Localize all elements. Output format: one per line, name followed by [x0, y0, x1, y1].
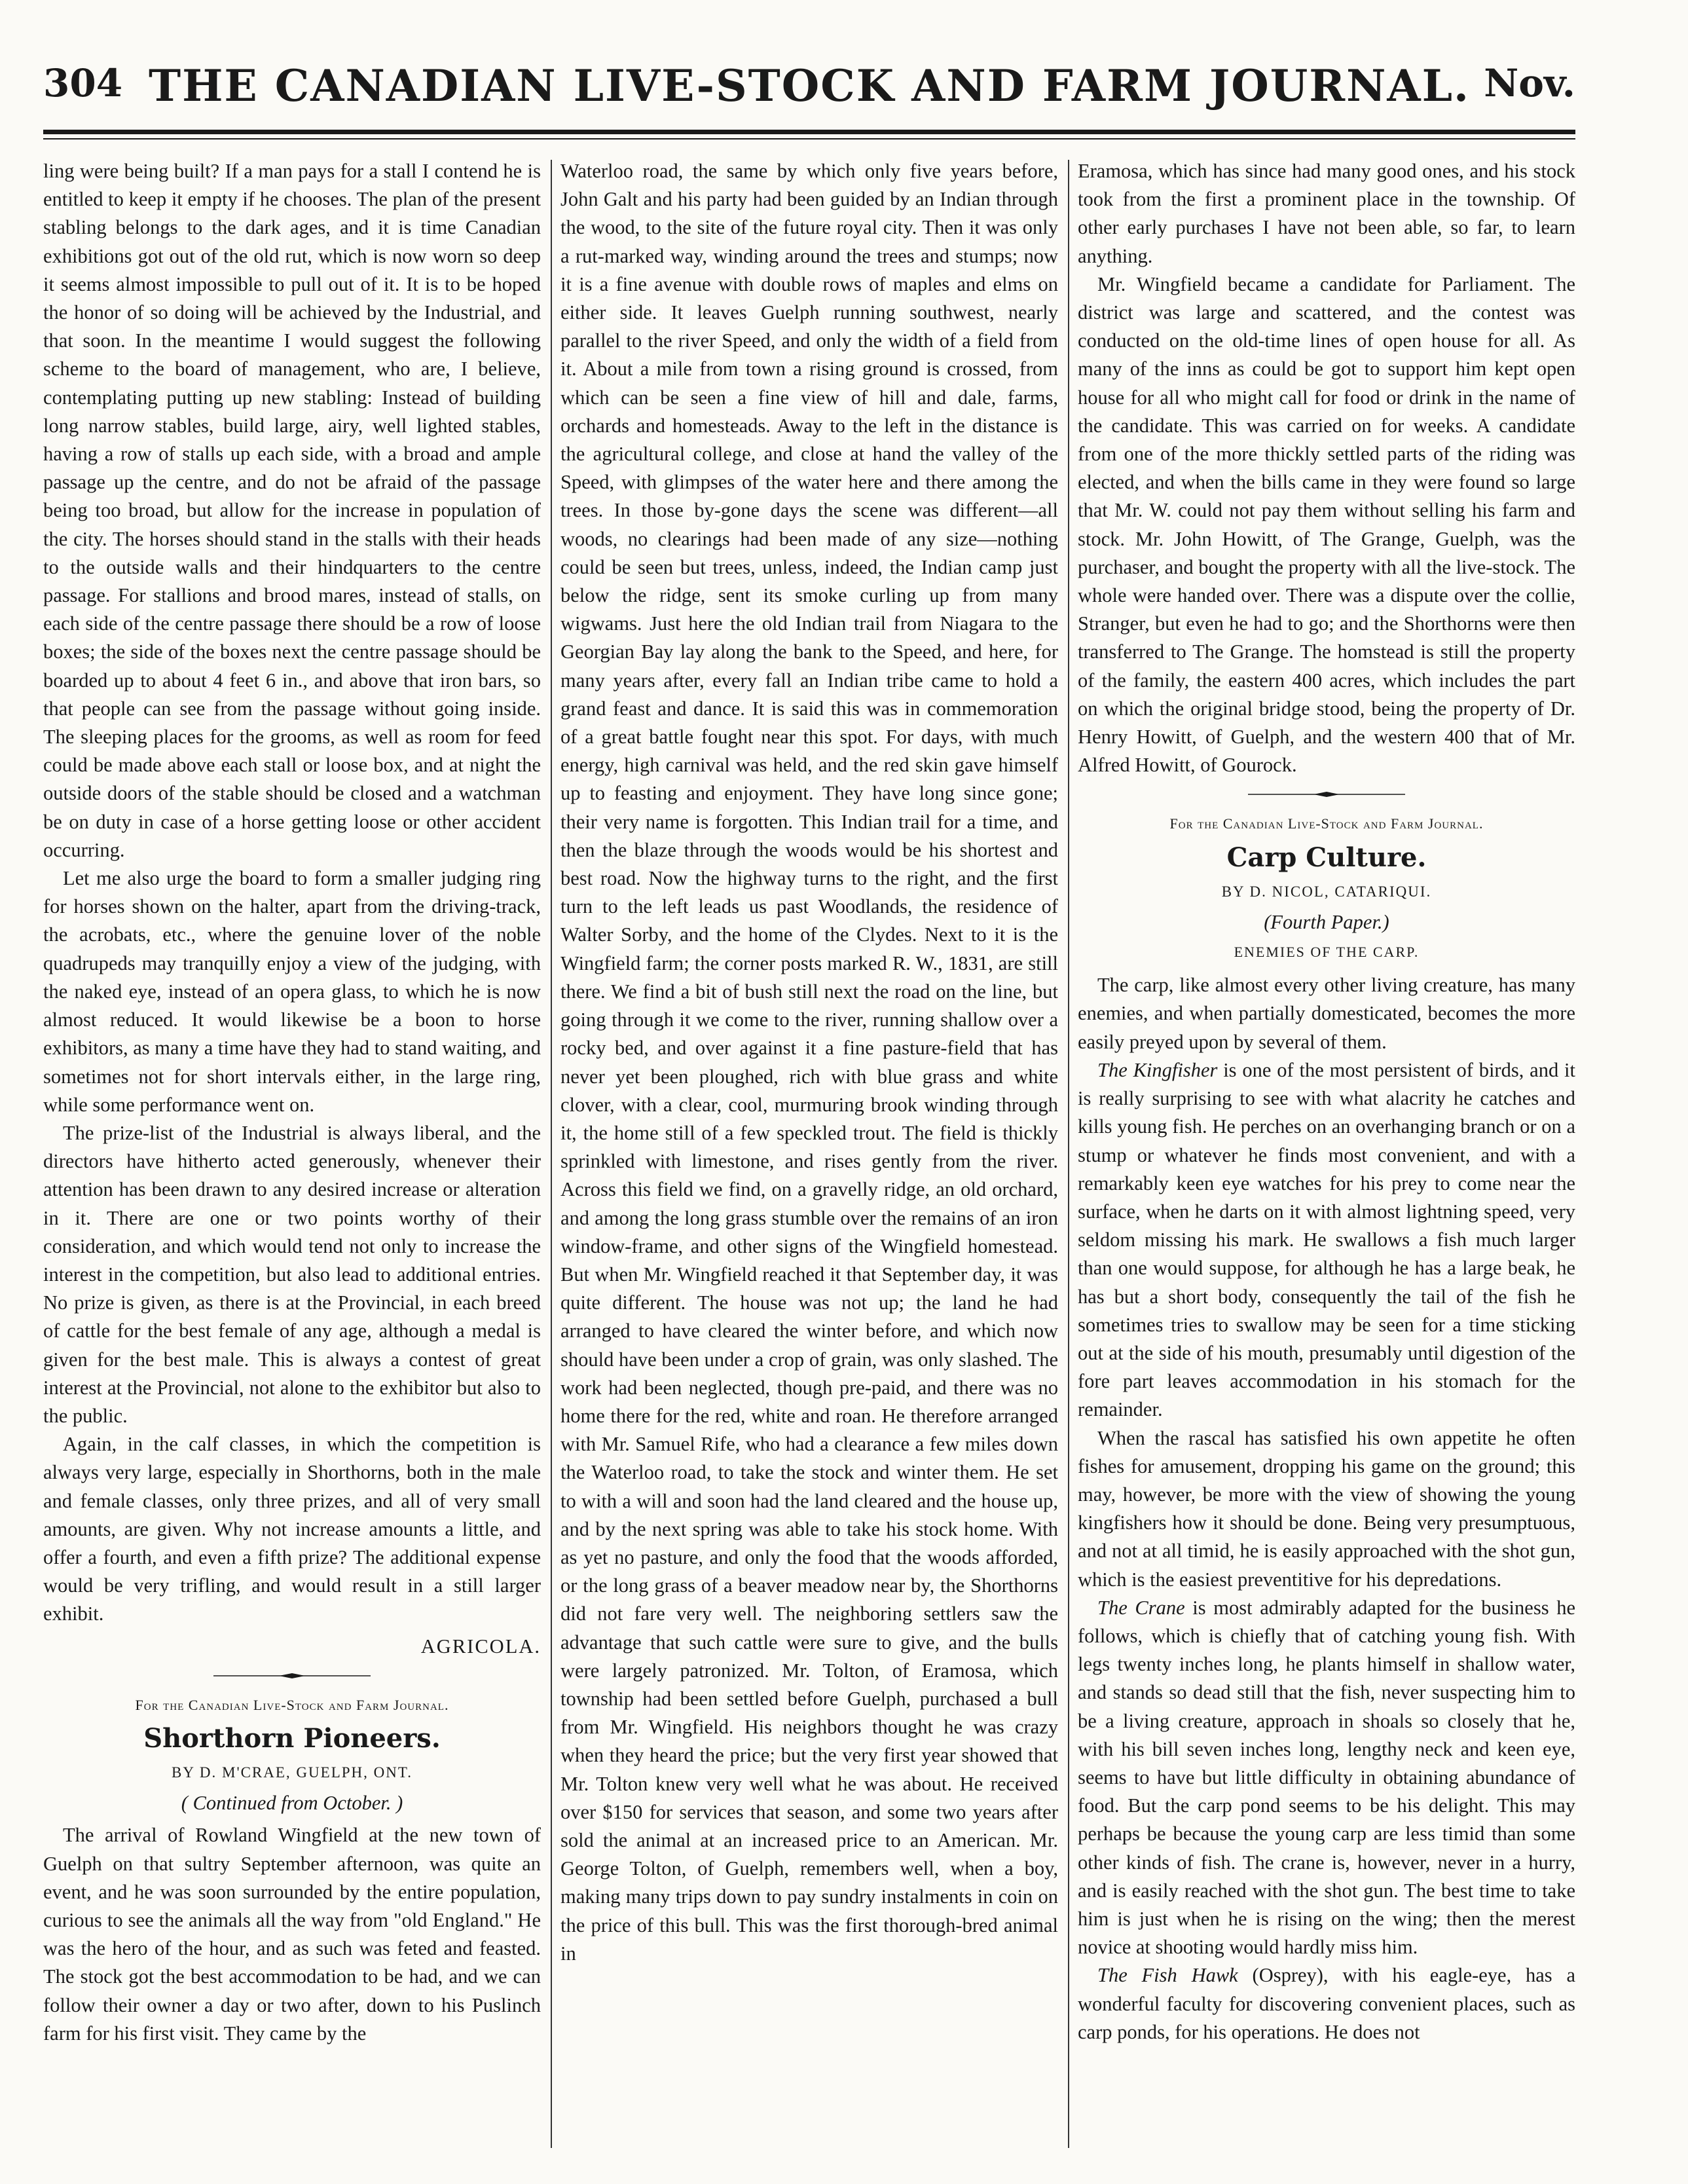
- column-right: [1078, 157, 1575, 2148]
- issue-month: Nov.: [1484, 61, 1575, 105]
- for-the-journal-line: For the Canadian Live-Stock and Farm Journal.: [1169, 815, 1484, 832]
- paragraph-text: (Osprey), with his eagle-eye, has a wonderful faculty for discovering convenient places, such as carp ponds, for his operations. He does not: [1078, 1964, 1575, 2043]
- article-columns: [43, 157, 1575, 2155]
- lead-term: The Crane: [1097, 1596, 1185, 1619]
- divider-ornament: [213, 1673, 371, 1679]
- header-rule-thick: [43, 130, 1575, 134]
- divider-ornament: [1248, 791, 1405, 798]
- paragraph: When the rascal has satisfied his own appetite he often fishes for amusement, dropping his game on the ground; this may, however, be more with the view of showing the young kingfishers how it should be done. Being very presumptuous, and not at all timid, he is easily approached with the shot gun, which is the easiest preventitive for his depredations.: [1078, 1426, 1575, 1591]
- header-rule-thin: [43, 138, 1575, 139]
- column-left: [43, 157, 541, 2148]
- article-title: Shorthorn Pioneers.: [143, 1722, 441, 1754]
- paragraph: Eramosa, which has since had many good ones, and his stock took from the first a prominent place in the township. Of other early purchases I have not been able, so far, to learn anything.: [1078, 160, 1575, 267]
- paper-number: (Fourth Paper.): [1264, 910, 1389, 933]
- article-title: Carp Culture.: [1226, 842, 1427, 873]
- column-middle: [560, 157, 1058, 2148]
- lead-term: The Fish Hawk: [1097, 1964, 1238, 1987]
- paragraph-text: is one of the most persistent of birds, and it is really surprising to see with what alacrity he catches and kills young fish. He perches on an overhanging branch or on a stump or whatever he finds most convenient, and with a remarkably keen eye watches for his prey to come near the surface, when he darts on it with almost lightning speed, very seldom missing his mark. He swallows a fish much larger than one would suppose, for although he has a large beak, he has but a short body, consequently the tail of the fish he sometimes tries to swallow may be seen for a time sticking out at the side of his mouth, presumably until digestion of the fore part leaves accommodation in his stomach for the remainder.: [1078, 1058, 1575, 1421]
- continued-note: ( Continued from October. ): [181, 1792, 403, 1815]
- paragraph: The arrival of Rowland Wingfield at the new town of Guelph on that sultry September afternoon, was quite an event, and he was soon surrounded by the entire population, curious to see the animals all the way from "old England." He was the hero of the hour, and as such was feted and feasted. The stock got the best accommodation to be had, and we can follow their owner a day or two after, down to his Puslinch farm for his first visit. They came by the: [43, 1824, 541, 2045]
- journal-title: THE CANADIAN LIVE-STOCK AND FARM JOURNAL.: [148, 60, 1471, 111]
- column-divider: [551, 160, 552, 2148]
- paragraph: Waterloo road, the same by which only five years before, John Galt and his party had been guided by an Indian through the wood, to the site of the future royal city. Then it was only a rut-marked way, winding around the trees and stumps; now it is a fine avenue with double rows of maples and elms on either side. It leaves Guelph running southwest, nearly parallel to the river Speed, and only the width of a field from it. About a mile from town a rising ground is crossed, from which can be seen a fine view of hill and dale, farms, orchards and homesteads. Away to the left in the distance is the agricultural college, and close at hand the valley of the Speed, with glimpses of the water here and there among the trees. In those by-gone days the scene was different—all woods, no clearings had been made of any size—nothing could be seen but trees, unless, indeed, the Indian camp just below the ridge, sent its smoke curling up from many wigwams. Just here the old Indian trail from Niagara to the Georgian Bay lay along the bank to the Speed, and here, for many years after, every fall an Indian tribe came to hold a grand feast and dance. It is said this was in commemoration of a great battle fought near this spot. For days, with much energy, high carnival was held, and the red skin gave himself up to feasting and enjoyment. They have long since gone; their very name is forgotten. This Indian trail for a time, and then the blaze through the woods would be his shortest and best road. Now the highway turns to the right, and the first turn to the left leads us past Woodlands, the residence of Walter Sorby, and the home of the Clydes. Next to it is the Wingfield farm; the corner posts marked R. W., 1831, are still there. We find a bit of bush still next the road on the line, but going through it we come to the river, running shallow over a rocky bed, and over against it a fine pasture-field that has never yet been ploughed, rich with blue grass and white clover, with a clear, cool, murmuring brook winding through it, the home still of a few speckled trout. The field is thickly sprinkled with limestone, and rises gently from the river. Across this field we find, on a gravelly ridge, an old orchard, and among the long grass stumble over the remains of an iron window-frame, and other signs of the Wingfield homestead. But when Mr. Wingfield reached it that September day, it was quite different. The house was not up; the land he had arranged to have cleared the winter before, and which now should have been under a crop of grain, was only slashed. The work had been neglected, though pre-paid, and there was no home there for the red, white and roan. He therefore arranged with Mr. Samuel Rife, who had a clearance a few miles down the Waterloo road, to take the stock and winter them. He set to with a will and soon had the land cleared and the house up, and by the next spring was able to take his stock home. With as yet no pasture, and only the food that the woods afforded, or the long grass of a beaver meadow near by, the Shorthorns did not fare very well. The neighboring settlers saw the advantage that such cattle were sure to give, and the bulls were largely patronized. Mr. Tolton, of Eramosa, which township had been settled before Guelph, purchased a bull from Mr. Wingfield. His neighbors thought he was crazy when they heard the price; but the very first year showed that Mr. Tolton knew very well what he was about. He received over $150 for services that season, and some two years after sold the animal at an increased price to an American. Mr. George Tolton, of Guelph, remembers well, when a boy, making many trips down to pay sundry instalments in coin on the price of this bull. This was the first thorough-bred animal in: [560, 160, 1058, 1965]
- paragraph: [1078, 1594, 1575, 1962]
- page-number: 304: [43, 61, 123, 105]
- paragraph: ling were being built? If a man pays for a stall I contend he is entitled to keep it empty if he chooses. The plan of the present stabling belongs to the dark ages, and it is time Canadian exhibitions got out of the old rut, which is now worn so deep it seems almost impossible to pull out of it. It is to be hoped the honor of so doing will be achieved by the Industrial, and that soon. In the meantime I would suggest the following scheme to the board of management, who are, I believe, contemplating putting up new stabling: Instead of building long narrow stables, build large, airy, well lighted stables, having a row of stalls up each side, with a broad and ample passage up the centre, and do not be afraid of the passage being too broad, but allow for the increase in population of the city. The horses should stand in the stalls with their heads to the outside walls and their hindquarters to the centre passage. For stallions and brood mares, instead of stalls, on each side of the centre passage there should be a row of loose boxes; the side of the boxes next the centre passage should be boarded up to about 4 feet 6 in., and above that iron bars, so that people can see from the passage without going inside. The sleeping places for the grooms, as well as room for feed could be made above each stall or loose box, and at night the outside doors of the stable should be closed and a watchman be on duty in case of a horse getting loose or other accident occurring.: [43, 160, 541, 861]
- paragraph: Again, in the calf classes, in which the competition is always very large, especially in Shorthorns, both in the male and female classes, only three prizes, and all of very small amounts, are given. Why not increase amounts a little, and offer a fourth, and even a fifth prize? The additional expense would be very trifling, and would result in a still larger exhibit.: [43, 1433, 541, 1625]
- paragraph: Let me also urge the board to form a smaller judging ring for horses shown on the halter, apart from the driving-track, the acrobats, etc., where the genuine lover of the noble quadrupeds may tranquilly enjoy a view of the judging, with the naked eye, instead of an opera glass, to which he is now almost reduced. It would likewise be a boon to horse exhibitors, as many a time have they had to stand waiting, and sometimes not for short intervals either, in the large ring, while some performance went on.: [43, 867, 541, 1116]
- for-the-journal-line: For the Canadian Live-Stock and Farm Journal.: [135, 1696, 449, 1713]
- paragraph: Mr. Wingfield became a candidate for Parliament. The district was large and scattered, and the contest was conducted on the old-time lines of open house for all. As many of the inns as could be got to support him kept open house for all who might call for food or drink in the name of the candidate. This was carried on for weeks. A candidate from one of the more thickly settled parts of the riding was elected, and when the bills came in they were found so large that Mr. W. could not pay them without selling his farm and stock. Mr. John Howitt, of The Grange, Guelph, was the purchaser, and bought the property with all the live-stock. The whole were handed over. There was a dispute over the collie, Stranger, but even he had to go; and the Shorthorns were then transferred to The Grange. The homstead is still the property of the family, the eastern 400 acres, which includes the part on which the original bridge stood, being the property of Dr. Henry Howitt, of Guelph, and the western 400 that of Mr. Alfred Howitt, of Gourock.: [1078, 272, 1575, 777]
- lead-term: The Kingfisher: [1097, 1058, 1218, 1081]
- paragraph-text: is most admirably adapted for the business he follows, which is chiefly that of catching young fish. With legs twenty inches long, he plants himself in shallow water, and stands so dead still that the fish, never suspecting him to be a living creature, approach in shoals so closely that he, with his bill seven inches long, lengthy neck and keen eye, seems to have but little difficulty in obtaining abundance of food. But the carp pond seems to be his delight. This may perhaps be because the young carp are less timid than some other kinds of fish. The crane is, however, never in a hurry, and is easily reached with the shot gun. The best time to take him is just when he is rising on the wing; then the merest novice at shooting would hardly miss him.: [1078, 1596, 1575, 1959]
- author-signature: AGRICOLA.: [420, 1635, 541, 1657]
- paragraph: [1078, 1056, 1575, 1424]
- column-divider: [1068, 160, 1069, 2148]
- section-heading: ENEMIES OF THE CARP.: [1234, 944, 1420, 961]
- article-byline: BY D. M'CRAE, GUELPH, ONT.: [172, 1764, 413, 1781]
- article-byline: BY D. NICOL, CATARIQUI.: [1221, 883, 1432, 900]
- paragraph: [1078, 1961, 1575, 2046]
- paragraph: The carp, like almost every other living creature, has many enemies, and when partially domesticated, becomes the more easily preyed upon by several of them.: [1078, 974, 1575, 1053]
- page-header: [43, 58, 1575, 130]
- paragraph: The prize-list of the Industrial is always liberal, and the directors have hitherto acted generously, whenever their attention has been drawn to any desired increase or alteration in it. There are one or two points worthy of their consideration, and which would tend not only to increase the interest in the competition, but also lead to additional entries. No prize is given, as there is at the Provincial, in each breed of cattle for the best female of any age, although a medal is given for the best male. This is always a contest of great interest at the Provincial, not alone to the exhibitor but also to the public.: [43, 1121, 541, 1427]
